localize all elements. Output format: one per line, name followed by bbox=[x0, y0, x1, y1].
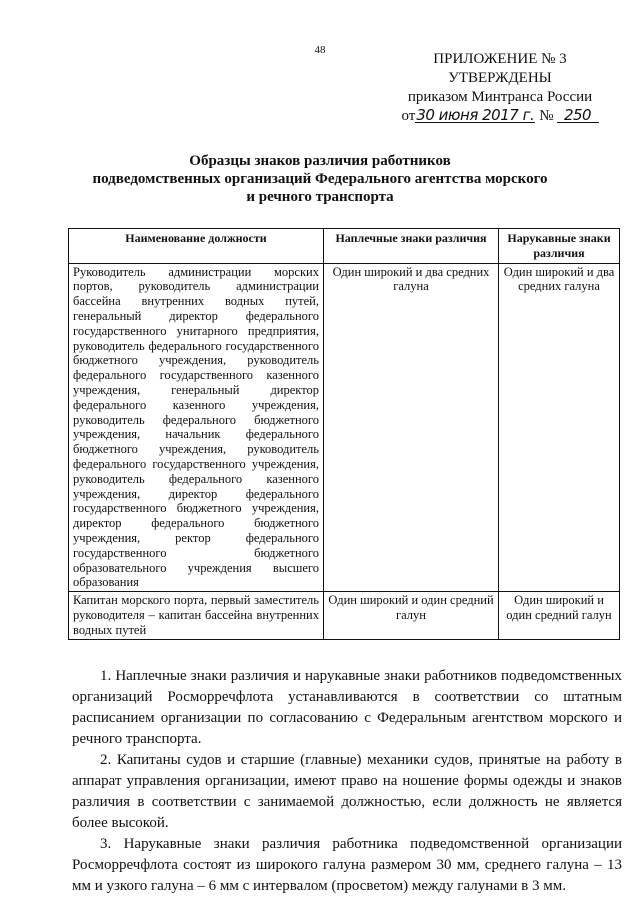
approved-label: УТВЕРЖДЕНЫ bbox=[448, 70, 552, 86]
note-paragraph: 3. Нарукавные знаки различия работника подведомственной организации Росморречфлота состоят из широкого галуна размером 30 мм, среднего галуна – 13 мм и узкого галуна – 6 мм с интервалом (просветом) между галунами в 3 мм. bbox=[72, 836, 622, 894]
position-cell: Капитан морского порта, первый заместитель руководителя – капитан бассейна внутренних водных путей bbox=[69, 592, 324, 639]
shoulder-cell: Один широкий и два средних галуна bbox=[324, 263, 499, 592]
approval-block bbox=[380, 50, 620, 126]
sleeve-cell: Один широкий и один средний галун bbox=[499, 592, 620, 639]
shoulder-cell: Один широкий и один средний галун bbox=[324, 592, 499, 639]
title-line-1: Образцы знаков различия работников bbox=[189, 153, 451, 169]
note-paragraph: 1. Наплечные знаки различия и нарукавные знаки работников подведомственных организаций Росморречфлота устанавливаются в соответствии со штатным расписанием организации по согласованию с Федеральным агентством морского и речного транспорта. bbox=[72, 668, 622, 747]
handwritten-number: 250 bbox=[557, 108, 599, 123]
title-line-3: и речного транспорта bbox=[246, 189, 394, 205]
number-prefix: № bbox=[539, 108, 554, 124]
position-cell: Руководитель администрации морских портов, руководитель администрации бассейна внутренних водных путей, генеральный директор федерального государственного унитарного предприятия, руководитель федерального государственного бюджетного учреждения, руководитель федерального государственного казенного учреждения, генеральный директор федерального казенного учреждения, руководитель федерального бюджетного учреждения, начальник федерального бюджетного учреждения, руководитель федерального государственного учреждения, руководитель федерального казенного учреждения, директор федерального государственного бюджетного учреждения, директор федерального бюджетного учреждения, ректор федерального государственного бюджетного образовательного учреждения высшего образования bbox=[69, 263, 324, 592]
table-row bbox=[69, 263, 620, 592]
handwritten-date: 30 июня 2017 г. bbox=[416, 106, 535, 124]
appendix-label: ПРИЛОЖЕНИЕ № 3 bbox=[433, 51, 567, 67]
notes-section bbox=[72, 666, 622, 897]
title-line-2: подведомственных организаций Федерального агентства морского bbox=[92, 171, 548, 187]
page-number: 48 bbox=[314, 44, 326, 56]
order-date-line bbox=[380, 107, 620, 126]
header-position: Наименование должности bbox=[69, 229, 324, 264]
date-prefix: от bbox=[401, 108, 416, 124]
document-title bbox=[60, 152, 580, 206]
order-label: приказом Минтранса России bbox=[407, 89, 593, 105]
note-paragraph: 2. Капитаны судов и старшие (главные) механики судов, принятые на работу в аппарат управления организации, имеют право на ношение формы одежды и знаков различия в соответствии с занимаемой должностью, если должность не является более высокой. bbox=[72, 752, 622, 831]
table-header-row bbox=[69, 229, 620, 264]
header-shoulder: Наплечные знаки различия bbox=[324, 229, 499, 264]
sleeve-cell: Один широкий и два средних галуна bbox=[499, 263, 620, 592]
table-row bbox=[69, 592, 620, 639]
header-sleeve: Нарукавные знаки различия bbox=[499, 229, 620, 264]
insignia-table bbox=[68, 228, 620, 640]
